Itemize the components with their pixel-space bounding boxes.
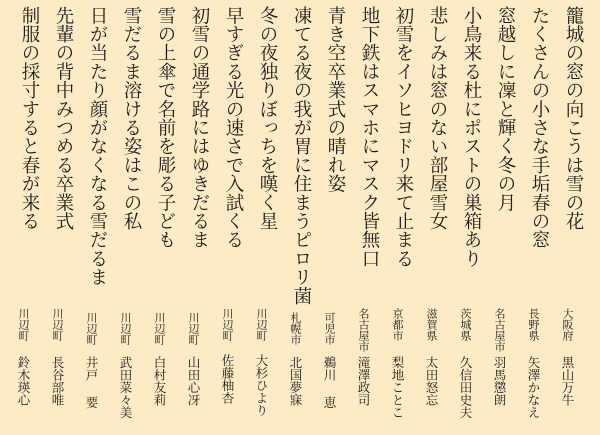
author-location: 川辺町 xyxy=(85,312,98,345)
author-name: 梨地ことこ xyxy=(390,356,405,419)
author-name: 鈴木瑛心 xyxy=(16,356,31,406)
haiku-text: 小鳥来る杜にポストの巣箱あり xyxy=(461,6,482,268)
author-name: 武田菜々美 xyxy=(118,356,133,419)
author-name: 久信田史夫 xyxy=(458,356,473,419)
haiku-text: 籠城の窓の向こうは雪の花 xyxy=(563,6,584,231)
author-location: 可児市 xyxy=(323,312,336,345)
haiku-text: 窓越しに凜と輝く冬の月 xyxy=(495,6,516,212)
author-name: 矢澤かなえ xyxy=(526,356,541,419)
author-name: 大杉ひより xyxy=(254,354,269,417)
author-name: 白村友莉 xyxy=(152,356,167,406)
haiku-text: 凍てる夜の我が胃に住まうピロリ菌 xyxy=(291,6,312,306)
haiku-text: 早すぎる光の速さで入試くる xyxy=(223,6,244,250)
haiku-text: 制服の採寸すると春が来る xyxy=(19,6,40,231)
author-location: 川辺町 xyxy=(17,308,30,341)
author-location: 名古屋市 xyxy=(357,308,370,352)
haiku-text: 冬の夜独りぼっちを嘆く星 xyxy=(257,6,278,231)
author-name: 羽馬懲朗 xyxy=(492,356,507,406)
author-location: 川辺町 xyxy=(221,308,234,341)
author-name: 長谷部唯 xyxy=(50,356,65,406)
author-location: 茨城県 xyxy=(459,308,472,341)
haiku-text: 日が当たり顔がなくなる雪だるま xyxy=(87,6,108,287)
author-location: 札幌市 xyxy=(289,312,302,345)
author-location: 長野県 xyxy=(527,308,540,341)
haiku-text: 青き空卒業式の晴れ姿 xyxy=(325,6,346,193)
author-location: 川辺町 xyxy=(255,308,268,341)
haiku-text: 悲しみは窓のない部屋雪女 xyxy=(427,6,448,231)
author-name: 佐藤柚杏 xyxy=(220,354,235,404)
author-location: 滋賀県 xyxy=(425,308,438,341)
author-location: 名古屋市 xyxy=(493,308,506,352)
author-name: 黒山万牛 xyxy=(560,356,575,406)
author-name: 井戸 要 xyxy=(84,356,99,409)
author-location: 川辺町 xyxy=(187,312,200,345)
haiku-text: 初雪の通学路にはゆきだるま xyxy=(189,6,210,250)
author-location: 大阪府 xyxy=(561,308,574,341)
author-name: 滝澤政司 xyxy=(356,356,371,406)
haiku-text: 雪の上傘で名前を彫る子ども xyxy=(155,6,176,250)
author-location: 川辺町 xyxy=(153,312,166,345)
haiku-text: たくさんの小さな手垢春の窓 xyxy=(529,6,550,250)
haiku-text: 地下鉄はスマホにマスク皆無口 xyxy=(359,6,380,268)
haiku-text: 初雪をイソヒヨドリ来て止まる xyxy=(393,6,414,268)
haiku-text: 雪だるま溶ける姿はこの私 xyxy=(121,6,142,231)
author-location: 川辺町 xyxy=(119,312,132,345)
author-location: 川辺町 xyxy=(51,308,64,341)
author-name: 鵜川 恵 xyxy=(322,356,337,409)
author-name: 太田怒忘 xyxy=(424,356,439,406)
author-name: 北国夢寐 xyxy=(288,356,303,406)
haiku-text: 先輩の背中みつめる卒業式 xyxy=(53,6,74,231)
author-location: 京都市 xyxy=(391,308,404,341)
author-name: 山田心冴 xyxy=(186,356,201,406)
